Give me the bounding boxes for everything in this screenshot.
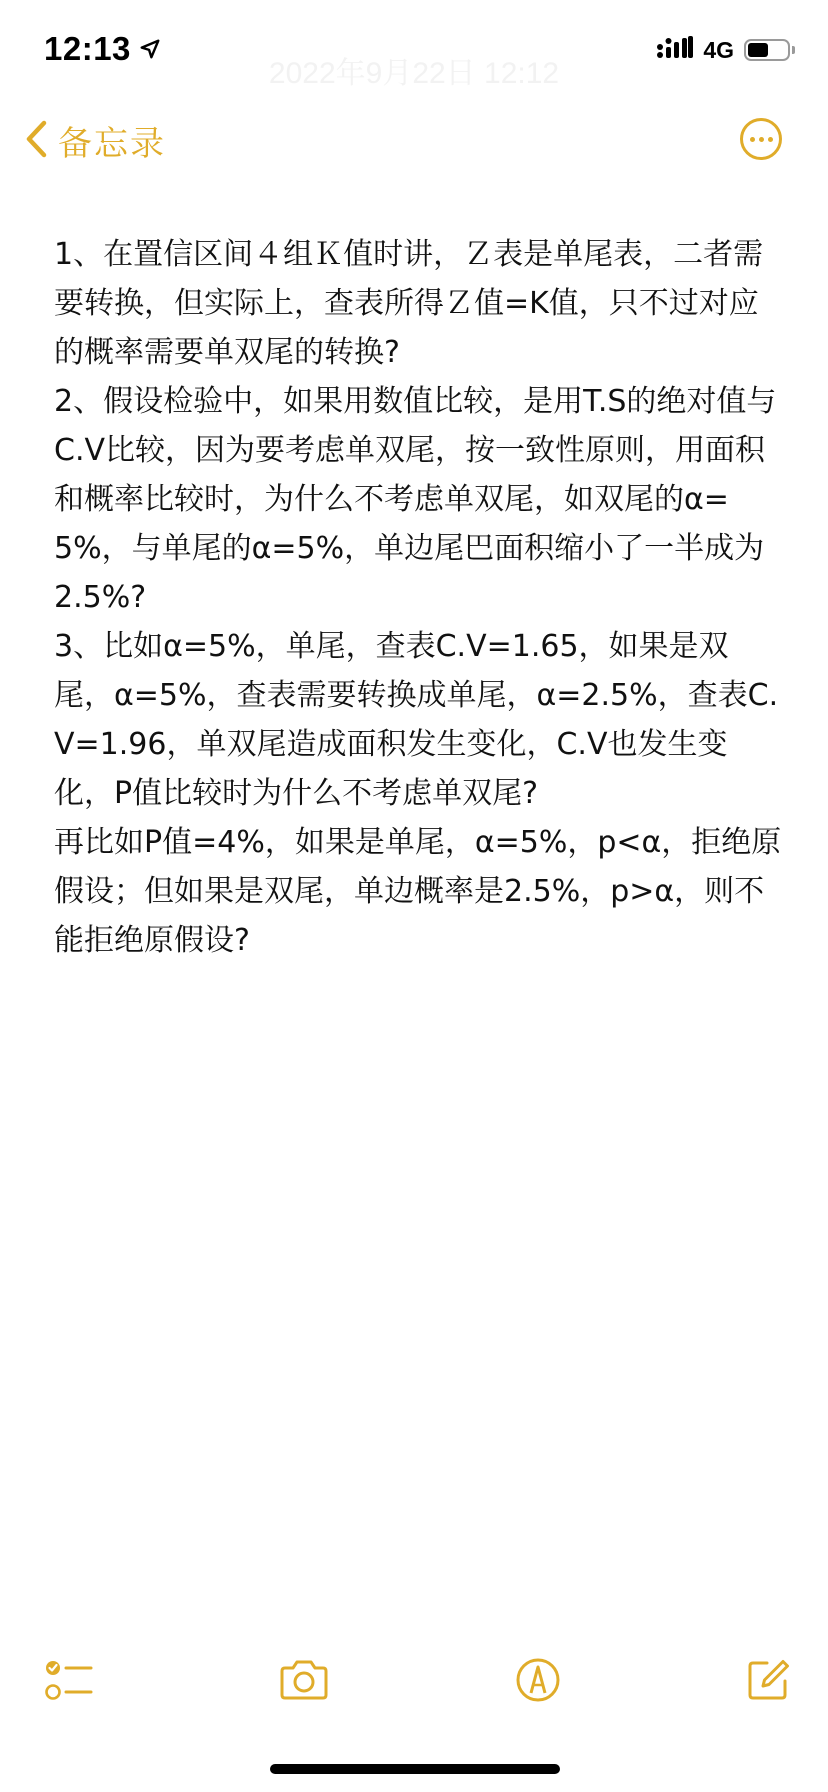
chevron-left-icon — [24, 120, 48, 162]
note-paragraph-4: 再比如P值=4%，如果是单尾，α=5%，p<α，拒绝原假设；但如果是双尾，单边概率是2.5%，p>α，则不能拒绝原假设? — [54, 825, 782, 958]
bottom-toolbar — [0, 1650, 828, 1710]
note-body[interactable] — [54, 230, 782, 965]
camera-icon — [278, 1659, 330, 1701]
more-dot — [750, 137, 755, 142]
compose-button[interactable] — [738, 1650, 798, 1710]
markup-button[interactable] — [508, 1650, 568, 1710]
status-bar — [0, 0, 828, 100]
compose-icon — [745, 1657, 791, 1703]
battery-tip — [792, 46, 795, 54]
battery-level — [748, 43, 768, 57]
more-dot — [768, 137, 773, 142]
status-time-group — [44, 30, 161, 68]
back-label: 备忘录 — [58, 124, 166, 164]
more-dot — [759, 137, 764, 142]
markup-pen-icon — [515, 1657, 561, 1703]
camera-button[interactable] — [274, 1650, 334, 1710]
note-paragraph-3: 3、比如α=5%，单尾，查表C.V=1.65，如果是双尾，α=5%，查表需要转换成单尾，α=2.5%，查表C.V=1.96，单双尾造成面积发生变化，C.V也发生变化，P值比较时为什么不考虑单双尾? — [54, 629, 779, 811]
back-button[interactable] — [24, 116, 166, 165]
status-right-group — [657, 36, 790, 64]
ellipsis-circle-icon[interactable] — [740, 118, 782, 160]
nav-bar — [0, 110, 828, 174]
faded-date-text: 2022年9月22日 12:12 — [268, 57, 560, 90]
note-paragraph-2: 2、假设检验中，如果用数值比较，是用T.S的绝对值与C.V比较，因为要考虑单双尾，按一致性原则，用面积和概率比较时，为什么不考虑单双尾，如双尾的α=5%，与单尾的α=5%，单边尾巴面积缩小了一半成为2.5%? — [54, 384, 777, 615]
note-paragraph-1: 1、在置信区间４组Ｋ值时讲，Ｚ表是单尾表，二者需要转换，但实际上，查表所得Ｚ值=K值，只不过对应的概率需要单双尾的转换? — [54, 237, 764, 370]
location-arrow-icon — [139, 38, 161, 60]
battery-icon — [744, 39, 790, 61]
status-time: 12:13 — [44, 30, 131, 67]
signal-bars-icon — [657, 36, 693, 64]
checklist-icon — [45, 1657, 95, 1703]
home-indicator[interactable] — [270, 1764, 560, 1774]
network-type: 4G — [703, 36, 734, 63]
checklist-button[interactable] — [40, 1650, 100, 1710]
